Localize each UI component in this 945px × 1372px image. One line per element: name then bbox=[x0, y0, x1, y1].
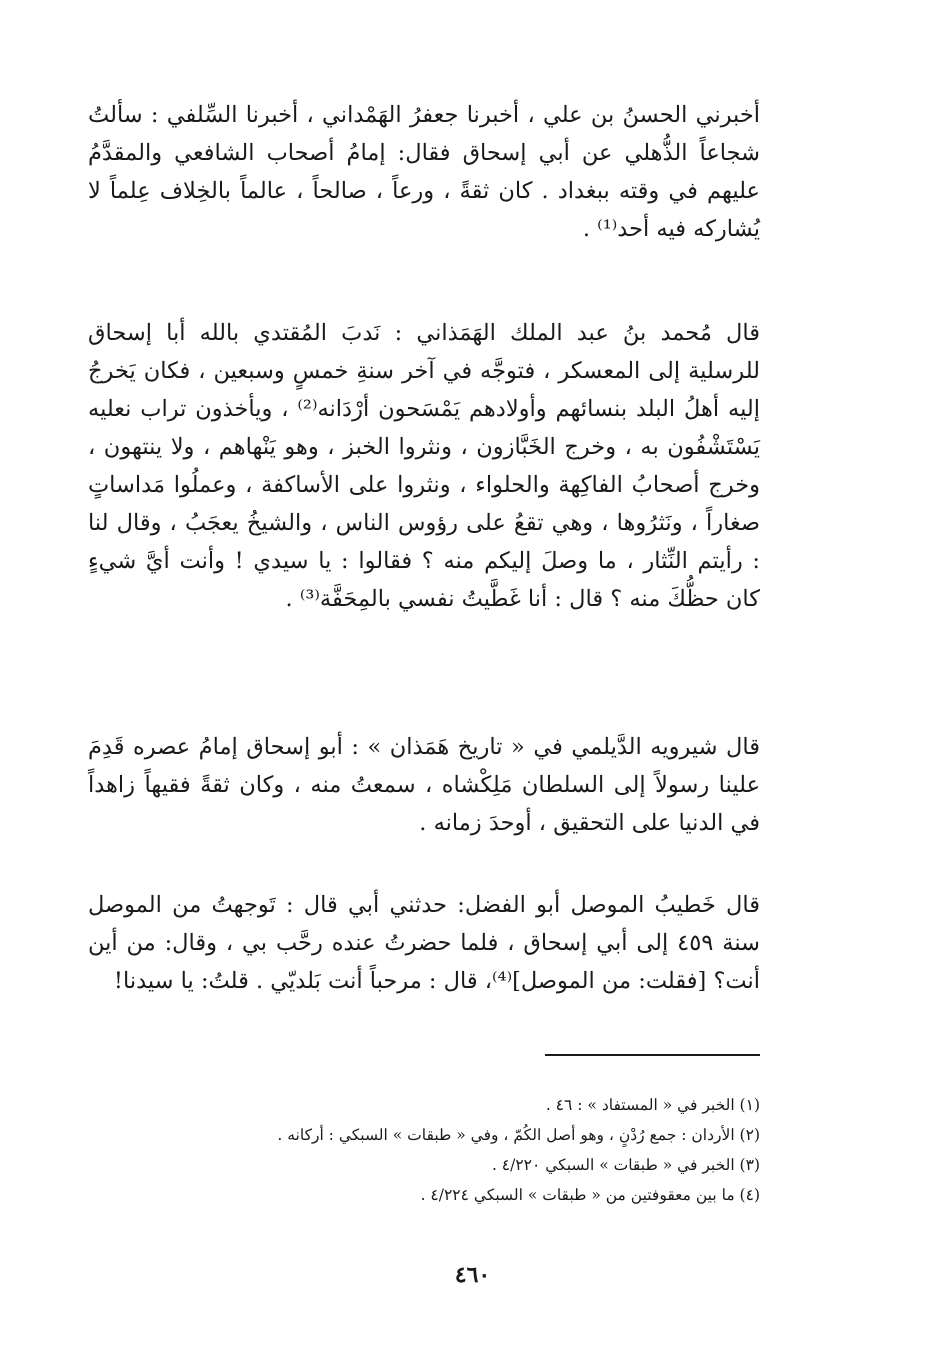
footnote-3: (٣) الخبر في « طبقات » السبكي ٤/٢٢٠ . bbox=[491, 1156, 760, 1174]
footnote-separator bbox=[545, 1054, 760, 1056]
footnote-2: (٢) الأردان : جمع رُدْنٍ ، وهو أصل الكُمّ ، وفي « طبقات » السبكي : أركانه . bbox=[277, 1126, 760, 1144]
footnotes bbox=[140, 1090, 760, 1210]
footnote-4: (٤) ما بين معقوفتين من « طبقات » السبكي ٤/٢٢٤ . bbox=[420, 1186, 760, 1204]
page-number: ٤٦٠ bbox=[454, 1262, 491, 1288]
paragraph-mosul-khatib-report: قال خَطيبُ الموصل أبو الفضل: حدثني أبي قال : تَوجهتُ من الموصل سنة ٤٥٩ إلى أبي إسحاق ، فلما حضرتُ عنده رحَّب بي ، وقال: من أين أنت؟ [فقلت: من الموصل]⁽⁴⁾، قال : مرحباً أنت بَلديّي . قلتُ: يا سيدنا! bbox=[88, 892, 760, 994]
paragraph-shirawayh-report: قال شيرويه الدَّيلمي في « تاريخ هَمَذان » : أبو إسحاق إمامُ عصره قَدِمَ علينا رسولاً إلى السلطان مَلِكْشاه ، سمعتُ منه ، وكان ثقةً فقيهاً زاهداً في الدنيا على التحقيق ، أوحدَ زمانه . bbox=[88, 734, 760, 836]
paragraph-hamadhani-report: قال مُحمد بنُ عبد الملك الهَمَذاني : نَدبَ المُقتدي بالله أبا إسحاق للرسلية إلى المعسكر ، فتوجَّه في آخر سنةِ خمسٍ وسبعين ، فكان يَخرجُ إليه أهلُ البلد بنسائهم وأولادهم يَمْسَحون أرْدَانه⁽²⁾ ، ويأخذون تراب نعليه يَسْتَشْفُون به ، وخرج الخَبَّازون ، ونثروا الخبز ، وهو يَنْهاهم ، ولا ينتهون ، وخرج أصحابُ الفاكِهة والحلواء ، ونثروا على الأساكفة ، وعملُوا مَداساتٍ صغاراً ، ونَثرُوها ، وهي تقعُ على رؤوس الناس ، والشيخُ يعجَبُ ، وقال لنا : رأيتم النِّثار ، ما وصلَ إليكم منه ؟ فقالوا : يا سيدي ! وأنت أيَّ شيءٍ كان حظُّكَ منه ؟ قال : أنا غَطَّيتُ نفسي بالمِحَفَّة⁽³⁾ . bbox=[88, 320, 760, 612]
paragraph-salafi-report: أخبرني الحسنُ بن علي ، أخبرنا جعفرُ الهَمْداني ، أخبرنا السِّلفي : سألتُ شجاعاً الذُّهلي عن أبي إسحاق فقال: إمامُ أصحاب الشافعي والمقدَّمُ عليهم في وقته ببغداد . كان ثقةً ، ورعاً ، صالحاً ، عالماً بالخِلاف عِلماً لا يُشاركه فيه أحد⁽¹⁾ . bbox=[88, 102, 760, 242]
footnote-1: (١) الخبر في « المستفاد » : ٤٦ . bbox=[545, 1096, 760, 1114]
